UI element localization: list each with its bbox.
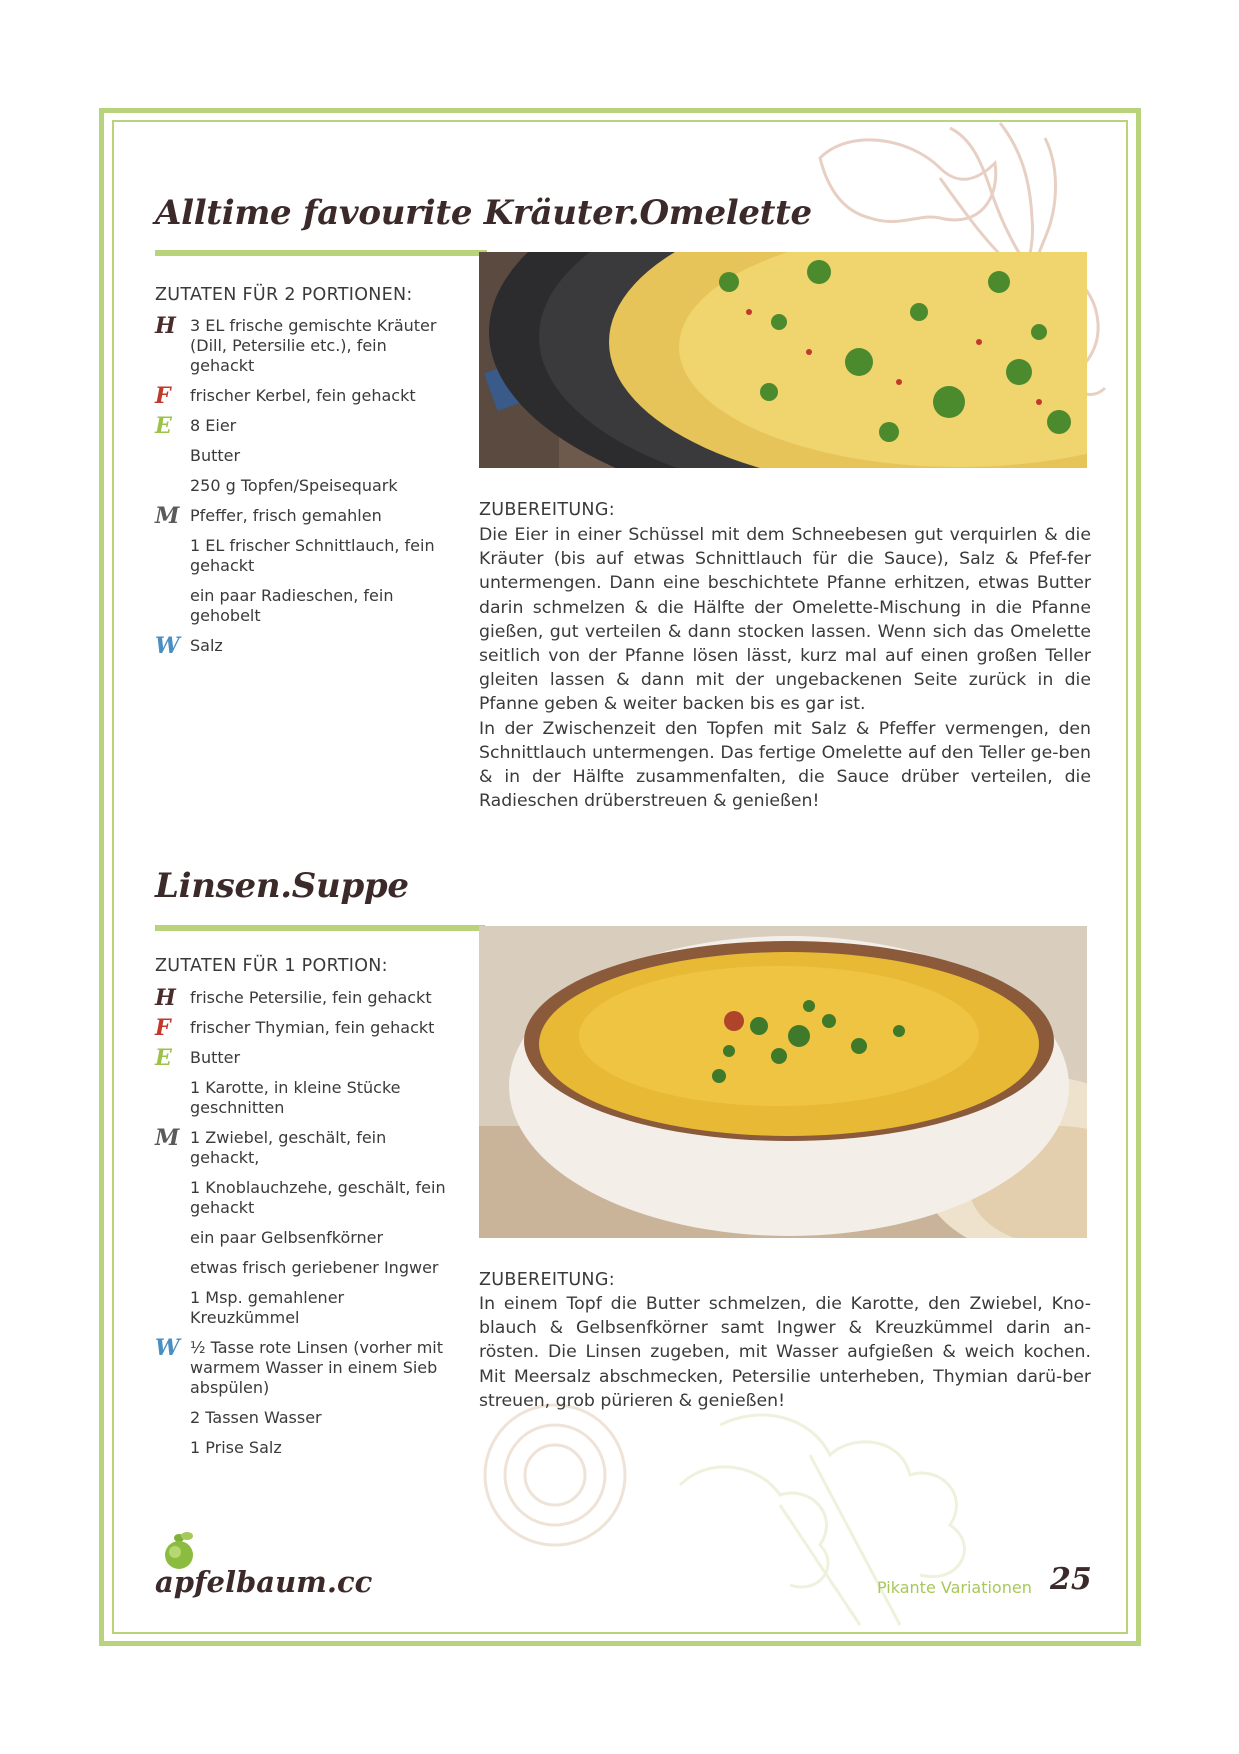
ingredient-marker: M [155,503,180,529]
ingredient-item [155,446,455,466]
ingredient-marker: F [155,1015,171,1041]
ingredient-text: 3 EL frische gemischte Kräuter (Dill, Petersilie etc.), fein gehackt [190,316,437,375]
title-rule [155,250,487,256]
ingredient-text: 2 Tassen Wasser [190,1408,322,1427]
recipe-title-lentil-soup: Linsen.Suppe [155,866,409,906]
ingredient-item [155,633,455,659]
ingredient-text: frische Petersilie, fein gehackt [190,988,432,1007]
ingredient-item [155,476,455,496]
ingredient-item [155,413,455,439]
ingredient-text: ein paar Gelbsenfkörner [190,1228,384,1247]
ingredient-item [155,1288,455,1328]
chapter-name: Pikante Variationen [877,1578,1032,1597]
ingredient-item [155,1015,455,1041]
preparation-header: ZUBEREITUNG: [479,500,615,520]
ingredient-marker: H [155,313,176,339]
ingredient-text: Pfeffer, frisch gemahlen [190,506,382,525]
ingredient-marker: F [155,383,171,409]
apple-logo-icon [155,1530,205,1570]
preparation-text: Die Eier in einer Schüssel mit dem Schneebesen gut verquirlen & die Kräuter (bis auf etwas Schnittlauch für die Sauce), Salz & Pfef-fer untermengen. Dann eine beschichtete Pfanne erhitzen, etwas Butter darin schmelzen & die Hälfte der Omelette-Mischung in die Pfanne gießen, gut verteilen & dann stocken lassen. Wenn sich das Omelette seitlich von der Pfanne lösen lässt, kurz mal auf einen großen Teller gleiten lassen & dann mit der ungebackenen Seite zurück in die Pfanne geben & weiter backen bis es gar ist. In der Zwischenzeit den Topfen mit Salz & Pfeffer vermengen, den Schnittlauch untermengen. Das fertige Omelette auf den Teller ge-ben & in der Hälfte zusammenfalten, die Sauce drüber verteilen, die Radieschen drüberstreuen & genießen! [479,525,1091,812]
ingredient-item [155,1178,455,1218]
ingredients-header: ZUTATEN FÜR 2 PORTIONEN: [155,285,413,305]
ingredient-text: 1 Msp. gemahlener Kreuzkümmel [190,1288,345,1327]
ingredient-item [155,586,455,626]
page-number: 25 [1050,1562,1092,1597]
ingredient-text: 1 Zwiebel, geschält, fein gehackt, [190,1128,387,1167]
preparation-header: ZUBEREITUNG: [479,1270,615,1290]
ingredient-text: ein paar Radieschen, fein gehobelt [190,586,394,625]
ingredient-text: 8 Eier [190,416,237,435]
ingredient-item [155,1125,455,1168]
ingredients-header: ZUTATEN FÜR 1 PORTION: [155,956,388,976]
ingredient-text: ½ Tasse rote Linsen (vorher mit warmem Wasser in einem Sieb abspülen) [190,1338,443,1397]
omelette-photo [479,252,1087,468]
ingredients-list [155,985,455,1468]
ingredient-item [155,1258,455,1278]
ingredient-item [155,503,455,529]
ingredient-marker: M [155,1125,180,1151]
ingredient-item [155,1408,455,1428]
brand-logo-text[interactable]: apfelbaum.cc [155,1565,373,1599]
ingredient-item [155,1335,455,1398]
ingredient-text: Butter [190,446,241,465]
ingredient-marker: W [155,633,180,659]
ingredient-marker: H [155,985,176,1011]
ingredient-text: Butter [190,1048,241,1067]
ingredient-text: 1 EL frischer Schnittlauch, fein gehackt [190,536,435,575]
ingredient-item [155,1228,455,1248]
ingredient-text: 1 Karotte, in kleine Stücke geschnitten [190,1078,401,1117]
title-rule [155,925,485,931]
lentil-soup-photo [479,926,1087,1238]
ingredient-item [155,1438,455,1458]
ingredient-item [155,313,455,376]
ingredient-marker: W [155,1335,180,1361]
ingredient-item [155,1045,455,1071]
onion-herb-illustration [480,1395,1080,1635]
ingredient-item [155,985,455,1011]
ingredient-text: Salz [190,636,223,655]
preparation-text: In einem Topf die Butter schmelzen, die Karotte, den Zwiebel, Kno-blauch & Gelbsenfkörner samt Ingwer & Kreuzkümmel darin an-rösten. Die Linsen zugeben, mit Wasser aufgießen & weich kochen. Mit Meersalz abschmecken, Petersilie unterheben, Thymian darü-ber streuen, grob pürieren & genießen! [479,1294,1091,1411]
ingredient-text: 1 Prise Salz [190,1438,282,1457]
recipe-title-omelette: Alltime favourite Kräuter.Omelette [155,193,812,233]
ingredient-item [155,1078,455,1118]
ingredient-item [155,536,455,576]
ingredient-text: etwas frisch geriebener Ingwer [190,1258,439,1277]
ingredient-item [155,383,455,409]
ingredient-text: 1 Knoblauchzehe, geschält, fein gehackt [190,1178,446,1217]
ingredient-marker: E [155,413,172,439]
ingredient-marker: E [155,1045,172,1071]
ingredients-list [155,313,455,666]
ingredient-text: frischer Kerbel, fein gehackt [190,386,416,405]
ingredient-text: frischer Thymian, fein gehackt [190,1018,435,1037]
ingredient-text: 250 g Topfen/Speisequark [190,476,398,495]
